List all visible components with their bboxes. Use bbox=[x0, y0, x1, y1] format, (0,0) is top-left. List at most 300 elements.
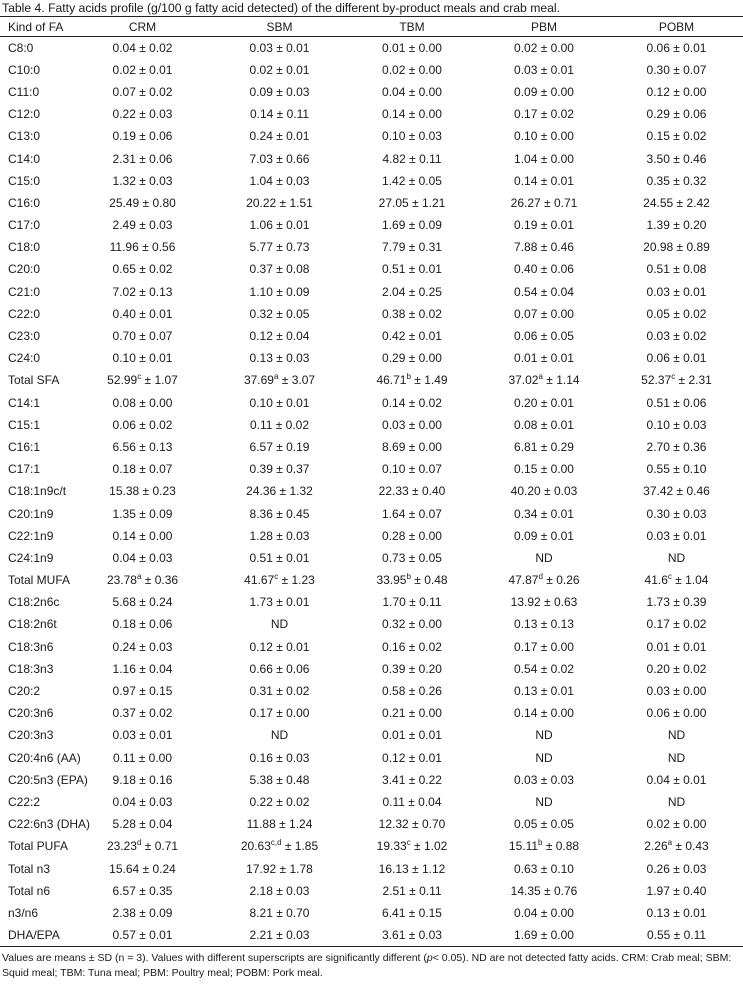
value-cell: 0.12 ± 0.00 bbox=[646, 84, 707, 99]
value-cell: 0.63 ± 0.10 bbox=[514, 861, 574, 876]
fa-name-cell: C14:0 bbox=[8, 151, 41, 166]
value-cell: 0.09 ± 0.03 bbox=[249, 84, 310, 99]
value-cell: 0.17 ± 0.00 bbox=[249, 706, 310, 721]
value-cell: 0.10 ± 0.01 bbox=[249, 395, 310, 410]
fa-name-cell: C20:0 bbox=[8, 262, 41, 277]
value-cell: 24.36 ± 1.32 bbox=[246, 484, 313, 499]
value-cell: 0.17 ± 0.02 bbox=[514, 107, 574, 122]
fa-name-cell: C20:2 bbox=[8, 684, 41, 699]
fa-name-cell: C23:0 bbox=[8, 329, 41, 344]
fa-name-cell: C15:1 bbox=[8, 417, 41, 432]
value-cell: 0.11 ± 0.02 bbox=[249, 417, 310, 432]
value-cell: 0.57 ± 0.01 bbox=[72, 924, 213, 946]
table-row bbox=[0, 591, 743, 613]
value-cell: 0.21 ± 0.00 bbox=[382, 706, 442, 721]
fa-name-cell: C18:3n6 bbox=[8, 639, 54, 654]
value-cell: 0.14 ± 0.01 bbox=[514, 173, 574, 188]
value-cell: $20.63^{c,d} \pm 1.85$ bbox=[240, 838, 319, 854]
value-cell: 1.64 ± 0.07 bbox=[382, 506, 442, 521]
value-cell: 0.28 ± 0.00 bbox=[382, 528, 442, 543]
significance-superscript: a bbox=[667, 838, 673, 848]
significance-superscript: a bbox=[136, 572, 142, 582]
value-cell: 0.22 ± 0.03 bbox=[112, 107, 173, 122]
value-cell: 7.79 ± 0.31 bbox=[382, 240, 442, 255]
table-row bbox=[0, 347, 743, 369]
value-cell: 0.17 ± 0.02 bbox=[646, 617, 707, 632]
table-row bbox=[0, 902, 743, 924]
value-cell: 0.06 ± 0.01 bbox=[646, 40, 707, 55]
fa-name-cell: C20:1n9 bbox=[8, 506, 54, 521]
value-cell: 1.32 ± 0.03 bbox=[112, 173, 173, 188]
value-cell: 3.61 ± 0.03 bbox=[346, 924, 478, 946]
value-cell: 0.03 ± 0.01 bbox=[249, 40, 310, 55]
fa-name-cell: C21:0 bbox=[8, 284, 41, 299]
value-cell: 1.35 ± 0.09 bbox=[112, 506, 173, 521]
value-cell: 0.02 ± 0.00 bbox=[514, 40, 574, 55]
fa-name-cell: C20:5n3 (EPA) bbox=[8, 772, 88, 787]
fa-name-cell: C22:6n3 (DHA) bbox=[8, 817, 91, 832]
fa-name-cell: C18:3n3 bbox=[8, 661, 54, 676]
value-cell: 0.18 ± 0.06 bbox=[112, 617, 173, 632]
value-cell: 47.87$^d$ ± 0.26 bbox=[508, 572, 580, 588]
value-cell: 46.71$^b$ ± 1.49 bbox=[376, 372, 448, 388]
value-cell: 14.35 ± 0.76 bbox=[510, 883, 578, 898]
footnote-text-1: Values are means ± SD (n = 3). Values with different superscripts are significantly different ( bbox=[2, 951, 427, 964]
value-cell: 0.06 ± 0.05 bbox=[514, 329, 574, 344]
value-cell: 40.20 ± 0.03 bbox=[510, 484, 578, 499]
value-cell: 0.13 ± 0.01 bbox=[514, 684, 574, 699]
significance-superscript: a bbox=[538, 372, 543, 382]
value-cell: 17.92 ± 1.78 bbox=[246, 861, 313, 876]
table-row bbox=[0, 325, 743, 347]
value-cell: 7.02 ± 0.13 bbox=[112, 284, 173, 299]
value-cell: 52.99$^c$ ± 1.07 bbox=[107, 372, 178, 388]
fa-name-cell: C15:0 bbox=[8, 173, 41, 188]
value-cell: 0.51 ± 0.06 bbox=[646, 395, 707, 410]
value-cell: 2.38 ± 0.09 bbox=[112, 905, 173, 920]
value-cell: ND bbox=[270, 728, 289, 743]
fa-name-cell: C22:1n9 bbox=[8, 528, 54, 543]
value-cell: 2.04 ± 0.25 bbox=[382, 284, 442, 299]
value-cell: 0.37 ± 0.08 bbox=[249, 262, 310, 277]
value-cell: 0.04 ± 0.00 bbox=[514, 905, 574, 920]
value-cell: 0.04 ± 0.03 bbox=[112, 550, 173, 565]
value-cell: 0.11 ± 0.04 bbox=[382, 794, 442, 809]
header-kind-of-fa: Kind of FA bbox=[0, 17, 72, 37]
value-cell: ND bbox=[667, 794, 686, 809]
value-cell: 23.23$^d$ ± 0.71 bbox=[106, 838, 179, 854]
fa-name-cell: C22:2 bbox=[8, 794, 41, 809]
significance-superscript: b bbox=[406, 572, 411, 582]
table-row bbox=[0, 658, 743, 680]
value-cell: 0.22 ± 0.02 bbox=[249, 794, 310, 809]
value-cell: 0.18 ± 0.07 bbox=[112, 462, 173, 477]
value-cell: 0.02 ± 0.01 bbox=[249, 62, 310, 77]
fa-name-cell: C17:1 bbox=[8, 462, 41, 477]
value-cell: 3.50 ± 0.46 bbox=[646, 151, 707, 166]
table-row bbox=[0, 125, 743, 147]
table-row bbox=[0, 392, 743, 414]
value-cell: ND bbox=[535, 794, 553, 809]
value-cell: 0.54 ± 0.04 bbox=[514, 284, 574, 299]
value-cell: 5.68 ± 0.24 bbox=[112, 595, 173, 610]
value-cell: 7.88 ± 0.46 bbox=[514, 240, 574, 255]
value-cell: ND bbox=[535, 728, 553, 743]
value-cell: 0.09 ± 0.01 bbox=[514, 528, 574, 543]
table-row bbox=[0, 214, 743, 236]
value-cell: 1.70 ± 0.11 bbox=[382, 595, 442, 610]
significance-superscript: c bbox=[671, 372, 676, 382]
table-row bbox=[0, 525, 743, 547]
value-cell: 13.92 ± 0.63 bbox=[510, 595, 578, 610]
value-cell: 0.32 ± 0.05 bbox=[249, 306, 310, 321]
table-row bbox=[0, 81, 743, 103]
value-cell: 0.03 ± 0.01 bbox=[514, 62, 574, 77]
value-cell: 0.03 ± 0.01 bbox=[646, 284, 707, 299]
table-footnote bbox=[0, 947, 743, 981]
value-cell: 0.20 ± 0.02 bbox=[646, 661, 707, 676]
fa-name-cell: Total MUFA bbox=[8, 573, 71, 588]
value-cell: 5.28 ± 0.04 bbox=[112, 817, 173, 832]
fa-name-cell: C18:1n9c/t bbox=[8, 484, 67, 499]
value-cell: 0.14 ± 0.11 bbox=[249, 107, 310, 122]
value-cell: 0.30 ± 0.07 bbox=[646, 62, 707, 77]
table-row bbox=[0, 569, 743, 591]
fa-name-cell: C18:2n6c bbox=[8, 595, 60, 610]
value-cell: 1.69 ± 0.00 bbox=[478, 924, 610, 946]
value-cell: 11.88 ± 1.24 bbox=[246, 817, 313, 832]
value-cell: 0.40 ± 0.01 bbox=[112, 306, 173, 321]
table-row bbox=[0, 436, 743, 458]
fa-name-cell: Total n6 bbox=[8, 883, 51, 898]
value-cell: 0.10 ± 0.00 bbox=[514, 129, 574, 144]
value-cell: 0.16 ± 0.03 bbox=[249, 750, 310, 765]
value-cell: 0.13 ± 0.03 bbox=[249, 351, 310, 366]
value-cell: 0.24 ± 0.03 bbox=[112, 639, 173, 654]
fa-name-cell: C22:0 bbox=[8, 306, 41, 321]
value-cell: 0.14 ± 0.02 bbox=[382, 395, 442, 410]
value-cell: 19.33$^c$ ± 1.02 bbox=[376, 838, 448, 854]
value-cell: 20.22 ± 1.51 bbox=[246, 195, 313, 210]
fa-name-cell: C13:0 bbox=[8, 129, 41, 144]
value-cell: 0.01 ± 0.01 bbox=[382, 728, 442, 743]
fa-name-cell: C11:0 bbox=[8, 84, 40, 99]
value-cell: 0.03 ± 0.03 bbox=[514, 772, 574, 787]
value-cell: 0.29 ± 0.06 bbox=[646, 107, 707, 122]
table-row bbox=[0, 791, 743, 813]
table-body bbox=[0, 37, 743, 947]
value-cell: 0.38 ± 0.02 bbox=[382, 306, 442, 321]
value-cell: 0.13 ± 0.01 bbox=[646, 905, 707, 920]
value-cell: 0.06 ± 0.01 bbox=[646, 351, 707, 366]
value-cell: 0.08 ± 0.01 bbox=[514, 417, 574, 432]
table-row bbox=[0, 813, 743, 835]
value-cell: 15.38 ± 0.23 bbox=[109, 484, 176, 499]
value-cell: 0.97 ± 0.15 bbox=[112, 684, 173, 699]
value-cell: 0.09 ± 0.00 bbox=[514, 84, 574, 99]
fa-name-cell: C20:4n6 (AA) bbox=[8, 750, 81, 765]
value-cell: 0.20 ± 0.01 bbox=[514, 395, 574, 410]
value-cell: 0.40 ± 0.06 bbox=[514, 262, 574, 277]
significance-superscript: c bbox=[406, 838, 411, 848]
table-header-row bbox=[0, 17, 743, 37]
significance-superscript: b bbox=[406, 372, 411, 382]
value-cell: 0.16 ± 0.02 bbox=[382, 639, 442, 654]
value-cell: 1.04 ± 0.03 bbox=[249, 173, 310, 188]
value-cell: 6.81 ± 0.29 bbox=[514, 439, 574, 454]
value-cell: ND bbox=[667, 750, 686, 765]
value-cell: 0.66 ± 0.06 bbox=[249, 661, 310, 676]
value-cell: 0.06 ± 0.02 bbox=[112, 417, 173, 432]
value-cell: 0.32 ± 0.00 bbox=[382, 617, 442, 632]
value-cell: 0.24 ± 0.01 bbox=[249, 129, 310, 144]
value-cell: 2.49 ± 0.03 bbox=[112, 218, 173, 233]
value-cell: ND bbox=[667, 550, 686, 565]
value-cell: 33.95$^b$ ± 0.48 bbox=[376, 572, 448, 588]
fa-name-cell: C12:0 bbox=[8, 107, 41, 122]
significance-superscript: c,d bbox=[270, 838, 282, 848]
fa-name-cell: C16:0 bbox=[8, 195, 41, 210]
table-row bbox=[0, 458, 743, 480]
fa-name-cell: C10:0 bbox=[8, 62, 41, 77]
value-cell: 6.57 ± 0.19 bbox=[249, 439, 310, 454]
value-cell: 0.26 ± 0.03 bbox=[646, 861, 707, 876]
value-cell: 0.02 ± 0.00 bbox=[646, 817, 707, 832]
value-cell: 4.82 ± 0.11 bbox=[382, 151, 442, 166]
significance-superscript: c bbox=[667, 572, 672, 582]
value-cell: 0.03 ± 0.00 bbox=[646, 684, 707, 699]
header-sbm: SBM bbox=[213, 17, 346, 37]
value-cell: 37.42 ± 0.46 bbox=[643, 484, 710, 499]
value-cell: 15.64 ± 0.24 bbox=[109, 861, 176, 876]
value-cell: 0.11 ± 0.00 bbox=[112, 750, 173, 765]
value-cell: 0.12 ± 0.04 bbox=[249, 329, 310, 344]
table-row bbox=[0, 369, 743, 391]
value-cell: 2.51 ± 0.11 bbox=[382, 883, 442, 898]
value-cell: 0.05 ± 0.02 bbox=[646, 306, 707, 321]
value-cell: 2.31 ± 0.06 bbox=[112, 151, 173, 166]
value-cell: 0.01 ± 0.01 bbox=[646, 639, 707, 654]
value-cell: 6.57 ± 0.35 bbox=[112, 883, 173, 898]
value-cell: 0.14 ± 0.00 bbox=[514, 706, 574, 721]
fa-name-cell: C20:3n6 bbox=[8, 706, 54, 721]
value-cell: 1.97 ± 0.40 bbox=[646, 883, 707, 898]
value-cell: 1.28 ± 0.03 bbox=[249, 528, 310, 543]
value-cell: 0.73 ± 0.05 bbox=[382, 550, 442, 565]
value-cell: 0.04 ± 0.03 bbox=[112, 794, 173, 809]
value-cell: 11.96 ± 0.56 bbox=[109, 240, 176, 255]
value-cell: 15.11$^b$ ± 0.88 bbox=[508, 838, 580, 854]
table-row bbox=[0, 170, 743, 192]
value-cell: 1.04 ± 0.00 bbox=[514, 151, 574, 166]
fa-name-cell: Total n3 bbox=[8, 861, 51, 876]
value-cell: 1.73 ± 0.39 bbox=[646, 595, 707, 610]
significance-superscript: b bbox=[538, 838, 543, 848]
value-cell: 0.54 ± 0.02 bbox=[514, 661, 574, 676]
value-cell: 0.01 ± 0.01 bbox=[514, 351, 574, 366]
header-tbm: TBM bbox=[346, 17, 478, 37]
table-row bbox=[0, 680, 743, 702]
value-cell: 0.34 ± 0.01 bbox=[514, 506, 574, 521]
fa-name-cell: C14:1 bbox=[8, 395, 41, 410]
value-cell: 0.15 ± 0.02 bbox=[646, 129, 707, 144]
table-row bbox=[0, 547, 743, 569]
fa-name-cell: C8:0 bbox=[8, 40, 34, 55]
value-cell: 0.08 ± 0.00 bbox=[112, 395, 173, 410]
fa-name-cell: n3/n6 bbox=[8, 905, 39, 920]
value-cell: 0.02 ± 0.00 bbox=[382, 62, 442, 77]
value-cell: 1.06 ± 0.01 bbox=[249, 218, 310, 233]
value-cell: 0.12 ± 0.01 bbox=[382, 750, 442, 765]
table-row bbox=[0, 147, 743, 169]
fa-name-cell: C20:3n3 bbox=[8, 728, 54, 743]
value-cell: 0.15 ± 0.00 bbox=[514, 462, 574, 477]
value-cell: 0.04 ± 0.02 bbox=[112, 40, 173, 55]
value-cell: 0.35 ± 0.32 bbox=[646, 173, 707, 188]
table-row bbox=[0, 37, 743, 59]
value-cell: 1.39 ± 0.20 bbox=[646, 218, 707, 233]
header-pobm: POBM bbox=[610, 17, 743, 37]
table-row bbox=[0, 59, 743, 81]
value-cell: 0.65 ± 0.02 bbox=[112, 262, 173, 277]
value-cell: 0.17 ± 0.00 bbox=[514, 639, 574, 654]
value-cell: 41.67$^c$ ± 1.23 bbox=[244, 572, 315, 588]
value-cell: 0.13 ± 0.13 bbox=[514, 617, 574, 632]
table-row bbox=[0, 857, 743, 879]
fa-name-cell: Total PUFA bbox=[8, 839, 69, 854]
value-cell: 0.03 ± 0.01 bbox=[646, 528, 707, 543]
value-cell: 0.29 ± 0.00 bbox=[382, 351, 442, 366]
value-cell: ND bbox=[535, 750, 553, 765]
value-cell: 0.02 ± 0.01 bbox=[112, 62, 173, 77]
value-cell: ND bbox=[270, 617, 289, 632]
significance-superscript: a bbox=[273, 372, 279, 382]
table-row bbox=[0, 613, 743, 635]
table-row bbox=[0, 636, 743, 658]
table-row bbox=[0, 281, 743, 303]
value-cell: 0.03 ± 0.02 bbox=[646, 329, 707, 344]
value-cell: 0.10 ± 0.01 bbox=[112, 351, 173, 366]
fa-name-cell: Total SFA bbox=[8, 373, 60, 388]
value-cell: 23.78$^a$ ± 0.36 bbox=[106, 572, 179, 588]
value-cell: 0.51 ± 0.01 bbox=[382, 262, 442, 277]
significance-superscript: c bbox=[274, 572, 279, 582]
table-row bbox=[0, 502, 743, 524]
value-cell: 8.21 ± 0.70 bbox=[249, 905, 310, 920]
value-cell: 0.19 ± 0.06 bbox=[112, 129, 173, 144]
value-cell: 0.55 ± 0.11 bbox=[610, 924, 743, 946]
value-cell: 6.41 ± 0.15 bbox=[382, 905, 442, 920]
value-cell: 0.14 ± 0.00 bbox=[382, 107, 442, 122]
value-cell: 9.18 ± 0.16 bbox=[112, 772, 173, 787]
value-cell: 5.38 ± 0.48 bbox=[249, 772, 310, 787]
value-cell: 25.49 ± 0.80 bbox=[109, 195, 176, 210]
value-cell: 1.10 ± 0.09 bbox=[249, 284, 310, 299]
value-cell: 1.16 ± 0.04 bbox=[112, 661, 173, 676]
value-cell: 0.10 ± 0.07 bbox=[382, 462, 442, 477]
significance-superscript: d bbox=[136, 838, 142, 848]
value-cell: 2.70 ± 0.36 bbox=[646, 439, 707, 454]
value-cell: 22.33 ± 0.40 bbox=[378, 484, 446, 499]
value-cell: 0.55 ± 0.10 bbox=[646, 462, 707, 477]
significance-superscript: c bbox=[137, 372, 142, 382]
value-cell: 0.31 ± 0.02 bbox=[249, 684, 310, 699]
table-row bbox=[0, 747, 743, 769]
table-row bbox=[0, 835, 743, 857]
value-cell: 0.06 ± 0.00 bbox=[646, 706, 707, 721]
table-row bbox=[0, 769, 743, 791]
value-cell: 2.26$^a$ ± 0.43 bbox=[644, 838, 709, 854]
value-cell: 0.51 ± 0.01 bbox=[249, 550, 310, 565]
table-row bbox=[0, 724, 743, 746]
value-cell: 3.41 ± 0.22 bbox=[382, 772, 442, 787]
table-row bbox=[0, 236, 743, 258]
value-cell: 1.42 ± 0.05 bbox=[382, 173, 442, 188]
value-cell: 0.10 ± 0.03 bbox=[382, 129, 442, 144]
fa-name-cell: C18:2n6t bbox=[8, 617, 57, 632]
value-cell: 0.05 ± 0.05 bbox=[514, 817, 574, 832]
table-row bbox=[0, 192, 743, 214]
value-cell: 0.51 ± 0.08 bbox=[646, 262, 707, 277]
footnote-text-2: < 0.05). ND are not detected fatty acids. CRM: Crab meal; SBM: Squid meal; TBM: Tuna meal; PBM: Poultry meal; POBM: Pork meal. bbox=[2, 951, 732, 979]
fa-name-cell: C24:1n9 bbox=[8, 550, 54, 565]
value-cell: 8.69 ± 0.00 bbox=[382, 439, 442, 454]
value-cell: 0.07 ± 0.02 bbox=[112, 84, 173, 99]
table-row bbox=[0, 103, 743, 125]
value-cell: 37.69$^a$ ± 3.07 bbox=[243, 372, 316, 388]
value-cell: 2.18 ± 0.03 bbox=[249, 883, 310, 898]
value-cell: 0.01 ± 0.00 bbox=[382, 40, 442, 55]
value-cell: 12.32 ± 0.70 bbox=[378, 817, 446, 832]
footnote-p-symbol: p bbox=[426, 951, 433, 964]
fa-name-cell: C16:1 bbox=[8, 439, 41, 454]
value-cell: 24.55 ± 2.42 bbox=[643, 195, 710, 210]
value-cell: 0.30 ± 0.03 bbox=[646, 506, 707, 521]
table-row bbox=[0, 702, 743, 724]
value-cell: 0.19 ± 0.01 bbox=[514, 218, 574, 233]
table-caption: Table 4. Fatty acids profile (g/100 g fatty acid detected) of the different by-product meals and crab meal. bbox=[2, 1, 560, 15]
value-cell: 0.70 ± 0.07 bbox=[112, 329, 173, 344]
value-cell: 0.04 ± 0.01 bbox=[646, 772, 707, 787]
value-cell: 41.6$^c$ ± 1.04 bbox=[644, 572, 709, 588]
value-cell: 0.03 ± 0.01 bbox=[112, 728, 173, 743]
value-cell: 0.42 ± 0.01 bbox=[382, 329, 442, 344]
table-row bbox=[0, 303, 743, 325]
value-cell: 37.02$^a$ ± 1.14 bbox=[508, 372, 580, 388]
value-cell: 27.05 ± 1.21 bbox=[378, 195, 446, 210]
value-cell: 0.58 ± 0.26 bbox=[382, 684, 442, 699]
value-cell: 0.03 ± 0.00 bbox=[382, 417, 442, 432]
fatty-acid-table bbox=[0, 16, 743, 947]
value-cell: 8.36 ± 0.45 bbox=[249, 506, 310, 521]
value-cell: 52.37$^c$ ± 2.31 bbox=[641, 372, 712, 388]
value-cell: ND bbox=[535, 550, 553, 565]
fa-name-cell: C18:0 bbox=[8, 240, 41, 255]
value-cell: 0.14 ± 0.00 bbox=[112, 528, 173, 543]
value-cell: 0.39 ± 0.37 bbox=[249, 462, 310, 477]
table-row bbox=[0, 258, 743, 280]
value-cell: 0.04 ± 0.00 bbox=[382, 84, 442, 99]
value-cell: 6.56 ± 0.13 bbox=[112, 439, 173, 454]
table-row bbox=[0, 880, 743, 902]
table-row bbox=[0, 924, 743, 946]
value-cell: 20.98 ± 0.89 bbox=[643, 240, 710, 255]
fa-name-cell: C17:0 bbox=[8, 218, 41, 233]
table-row bbox=[0, 414, 743, 436]
header-pbm: PBM bbox=[478, 17, 610, 37]
header-crm: CRM bbox=[72, 17, 213, 37]
fa-name-cell: C24:0 bbox=[8, 351, 41, 366]
